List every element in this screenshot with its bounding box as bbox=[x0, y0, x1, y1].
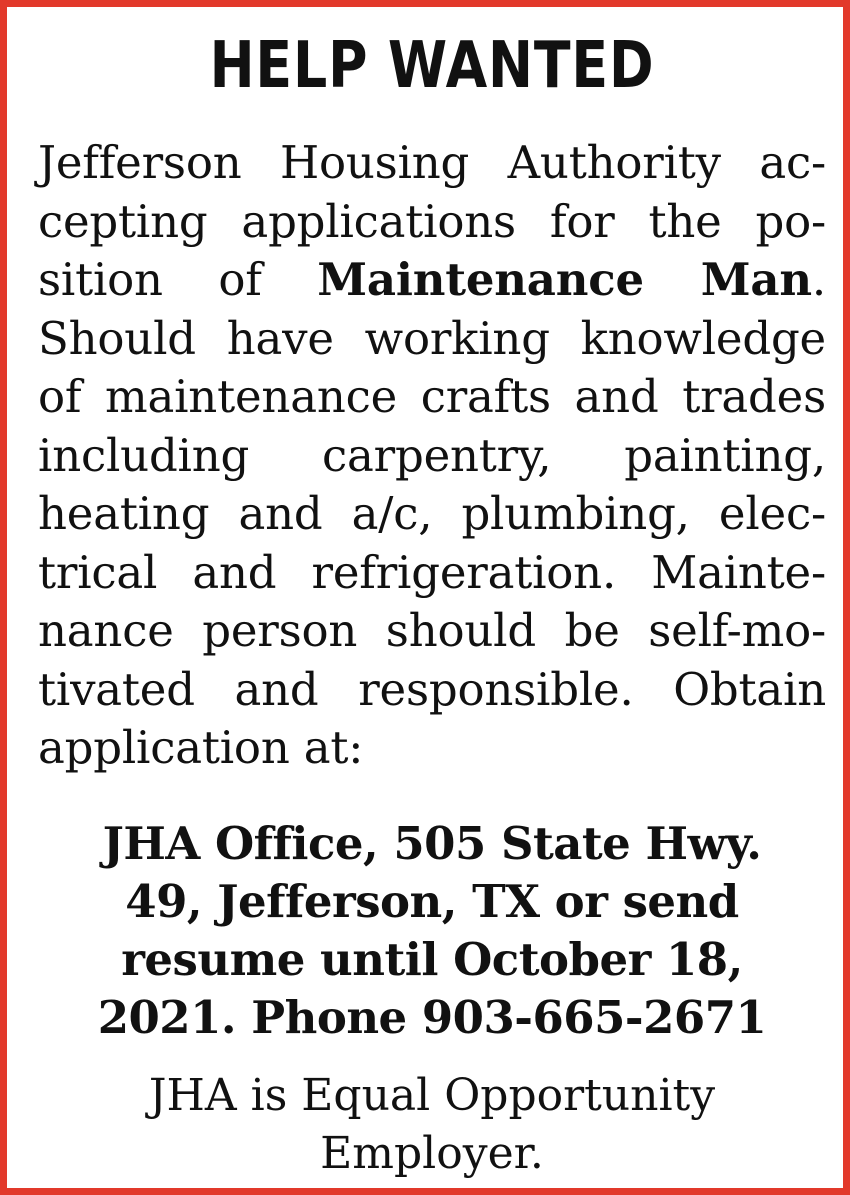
body-line: cepting applications for the po- bbox=[38, 194, 826, 248]
body-line: nance person should be self-mo- bbox=[38, 604, 826, 657]
contact-line: resume until October 18, bbox=[121, 933, 743, 986]
ad-body bbox=[38, 134, 826, 778]
body-line: tivated and responsible. Obtain bbox=[38, 662, 826, 716]
position-title: Maintenance Man bbox=[317, 253, 812, 306]
body-line-prefix: sition of bbox=[38, 253, 318, 306]
body-line: of maintenance crafts and trades bbox=[38, 370, 826, 423]
headline: HELP WANTED bbox=[209, 29, 655, 103]
eoe-line: Employer. bbox=[320, 1128, 544, 1179]
body-line: including carpentry, painting, bbox=[38, 428, 826, 482]
contact-line: JHA Office, 505 State Hwy. bbox=[102, 817, 762, 870]
position-suffix: . bbox=[811, 253, 826, 306]
body-line: application at: bbox=[38, 721, 364, 774]
contact-line: 2021. Phone 903-665-2671 bbox=[97, 991, 767, 1044]
eoe-line: JHA is Equal Opportunity bbox=[148, 1070, 716, 1121]
body-line: heating and a/c, plumbing, elec- bbox=[38, 487, 826, 540]
body-line-position bbox=[38, 251, 826, 310]
body-line: Should have working knowledge bbox=[38, 311, 826, 365]
body-line: Jefferson Housing Authority ac- bbox=[38, 136, 826, 189]
body-line: trical and refrigeration. Mainte- bbox=[38, 545, 826, 599]
contact-info bbox=[7, 815, 850, 1047]
contact-line: 49, Jefferson, TX or send bbox=[125, 875, 739, 928]
equal-opportunity-statement bbox=[7, 1067, 850, 1183]
